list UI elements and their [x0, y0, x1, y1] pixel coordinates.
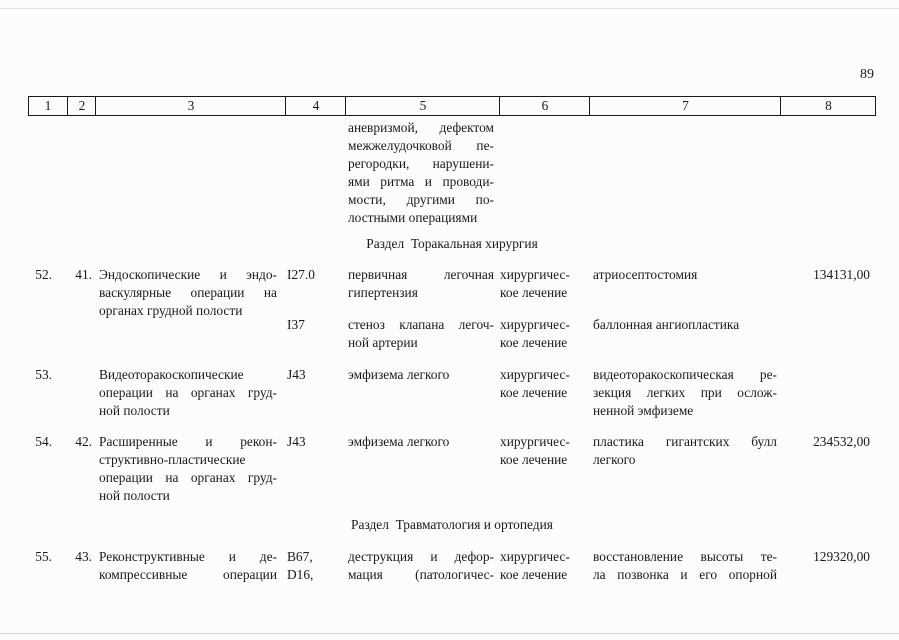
header-col-2: 2 [67, 97, 96, 115]
text-line: кое лечение [500, 285, 568, 300]
text-line: операции на органах груд- [99, 470, 277, 485]
text-line: ями ритма и проводи- [348, 174, 494, 189]
cost-value: 234532,00 [813, 434, 870, 449]
header-col-4: 4 [285, 97, 346, 115]
operation-group-name [99, 433, 277, 505]
header-col-1: 1 [44, 98, 52, 113]
treatment-type [500, 433, 582, 469]
section-name: Торакальная хирургия [410, 236, 538, 251]
text-line: ной артерии [348, 335, 418, 350]
text-line: D16, [287, 567, 314, 582]
operation-group-name [99, 266, 277, 320]
diagnosis [348, 433, 494, 451]
text-line: лостными операциями [348, 210, 478, 225]
text-line: мация (патологичес- [348, 567, 494, 582]
treatment-type [500, 548, 582, 584]
continuation-cell-col5 [348, 119, 494, 227]
text-line: кое лечение [500, 385, 568, 400]
text-line: Видеоторакоскопические [99, 367, 244, 382]
text-line: компрессивные операции [99, 567, 277, 582]
text-line: баллонная ангиопластика [593, 317, 740, 332]
group-number: 43. [75, 549, 92, 564]
icd-code [287, 316, 345, 334]
text-line: I37 [287, 317, 305, 332]
text-line: органах грудной полости [99, 303, 243, 318]
treatment-type [500, 316, 582, 352]
section-name: Травматология и ортопедия [395, 517, 553, 532]
text-line: J43 [287, 434, 306, 449]
text-line: регородки, нарушени- [348, 156, 494, 171]
text-line: легкого [593, 452, 636, 467]
text-line: структивно-пластические [99, 452, 246, 467]
text-line: межжелудочковой пе- [348, 138, 494, 153]
icd-code [287, 548, 345, 584]
text-line: хирургичес- [500, 367, 570, 382]
treatment-method [593, 266, 777, 284]
text-line: пластика гигантских булл [593, 434, 777, 449]
row-number: 55. [35, 549, 52, 564]
header-col-8: 8 [780, 97, 876, 115]
text-line: аневризмой, дефектом [348, 120, 494, 135]
text-line: кое лечение [500, 452, 568, 467]
text-line: хирургичес- [500, 549, 570, 564]
treatment-type [500, 266, 582, 302]
group-number: 41. [75, 267, 92, 282]
row-number: 52. [35, 267, 52, 282]
page-number: 89 [860, 67, 874, 82]
text-line: деструкция и дефор- [348, 549, 494, 564]
text-line: Реконструктивные и де- [99, 549, 277, 564]
text-line: гипертензия [348, 285, 418, 300]
text-line: восстановление высоты те- [593, 549, 777, 564]
header-col-5: 5 [345, 97, 500, 115]
text-line: эмфизема легкого [348, 367, 450, 382]
text-line: атриосептостомия [593, 267, 698, 282]
header-col-3: 3 [95, 97, 286, 115]
section-label: Раздел [366, 236, 405, 251]
text-line: ненной эмфиземе [593, 403, 694, 418]
text-line: Эндоскопические и эндо- [99, 267, 277, 282]
section-label: Раздел [351, 517, 389, 532]
scan-top-edge [0, 8, 899, 9]
scan-bottom-edge [0, 633, 899, 634]
text-line: хирургичес- [500, 267, 570, 282]
diagnosis [348, 548, 494, 584]
diagnosis [348, 316, 494, 352]
treatment-method [593, 316, 777, 334]
row-number: 54. [35, 434, 52, 449]
treatment-method [593, 433, 777, 469]
text-line: ла позвонка и его опорной [593, 567, 777, 582]
text-line: видеоторакоскопическая ре- [593, 367, 777, 382]
text-line: эмфизема легкого [348, 434, 450, 449]
icd-code [287, 366, 345, 384]
diagnosis [348, 266, 494, 302]
text-line: мости, другими по- [348, 192, 494, 207]
cost-value: 134131,00 [813, 267, 870, 282]
icd-code [287, 266, 345, 284]
text-line: I27.0 [287, 267, 315, 282]
treatment-method [593, 548, 777, 584]
header-col-7: 7 [589, 97, 781, 115]
text-line: стеноз клапана легоч- [348, 317, 494, 332]
operation-group-name [99, 548, 277, 584]
section-heading-traumatology [28, 516, 876, 534]
table-header-row [28, 96, 876, 116]
text-line: зекция легких при ослож- [593, 385, 777, 400]
group-number: 42. [75, 434, 92, 449]
cost-value: 129320,00 [813, 549, 870, 564]
text-line: хирургичес- [500, 434, 570, 449]
text-line: ной полости [99, 403, 170, 418]
text-line: кое лечение [500, 335, 568, 350]
diagnosis [348, 366, 494, 384]
icd-code [287, 433, 345, 451]
header-col-6: 6 [499, 97, 590, 115]
text-line: кое лечение [500, 567, 568, 582]
text-line: B67, [287, 549, 313, 564]
text-line: ной полости [99, 488, 170, 503]
treatment-method [593, 366, 777, 420]
treatment-type [500, 366, 582, 402]
text-line: хирургичес- [500, 317, 570, 332]
text-line: операции на органах груд- [99, 385, 277, 400]
operation-group-name [99, 366, 277, 420]
text-line: Расширенные и рекон- [99, 434, 277, 449]
text-line: J43 [287, 367, 306, 382]
row-number: 53. [35, 367, 52, 382]
section-heading-thoracic [28, 235, 876, 253]
text-line: васкулярные операции на [99, 285, 277, 300]
text-line: первичная легочная [348, 267, 494, 282]
